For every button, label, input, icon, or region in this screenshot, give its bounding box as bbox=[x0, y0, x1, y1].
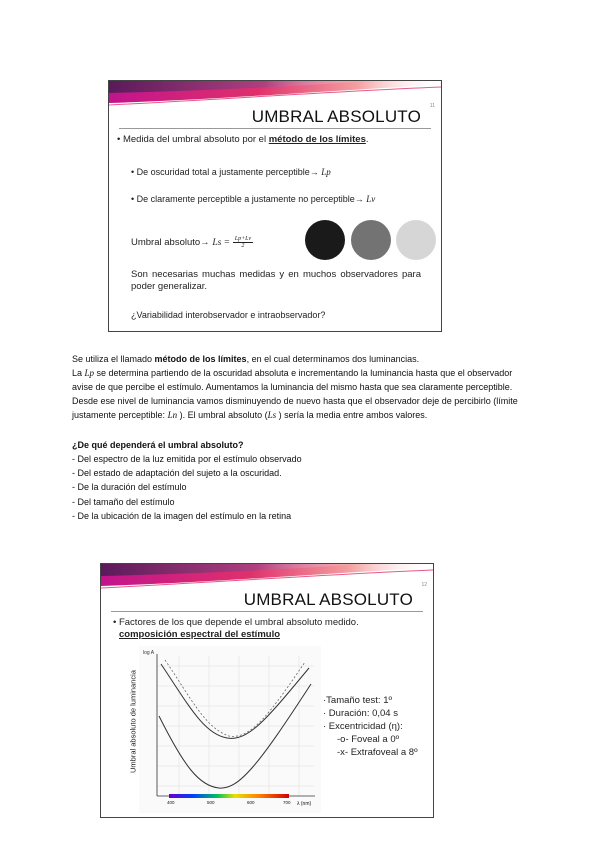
y-axis-top-label: log A bbox=[143, 650, 155, 656]
formula: Umbral absoluto→ Ls = $\frac{Lp+Lv}{2}$ bbox=[131, 236, 252, 249]
y-axis-label: Umbral absoluto de luminancia bbox=[128, 670, 138, 773]
question-heading: ¿De qué dependerá el umbral absoluto? bbox=[72, 440, 244, 450]
slide-number: 12 bbox=[421, 582, 427, 588]
x-axis-label: λ (nm) bbox=[297, 801, 312, 807]
slide-note: Son necesarias muchas medidas y en muchos observadores para poder generalizar. bbox=[131, 269, 421, 292]
slide-number: 11 bbox=[429, 103, 435, 109]
title-divider bbox=[111, 611, 423, 612]
list-item: - Del tamaño del estímulo bbox=[72, 496, 175, 507]
x-tick: 600 bbox=[247, 800, 255, 805]
slide-question: ¿Variabilidad interobservador e intraobservador? bbox=[131, 310, 326, 320]
factor-list bbox=[72, 452, 302, 523]
paragraph-method: Se utiliza el llamado método de los límites, en el cual determinamos dos luminancias. La Lp se determina partiendo de la oscuridad absoluta e incrementando la luminancia hasta que el observador avise de que percibe el estímulo. Aumentamos la luminancia del mismo hasta que sea claramente perceptible. Desde ese nivel de luminancia vamos disminuyendo de nuevo hasta que el observador deje de percibirlo (límite justamente perceptible: Ln ). El umbral absoluto (Ls ) sería la media entre ambos valores. bbox=[72, 354, 518, 420]
spectrum-bar bbox=[169, 794, 289, 798]
slide-intro: • Factores de los que depende el umbral absoluto medido. bbox=[113, 617, 359, 628]
circle-light-gray bbox=[396, 220, 436, 260]
bullet-lv: • De claramente perceptible a justamente no perceptible→ Lv bbox=[131, 194, 376, 204]
list-item: - Del espectro de la luz emitida por el estímulo observado bbox=[72, 454, 302, 464]
x-tick: 700 bbox=[283, 800, 291, 805]
title-divider bbox=[119, 128, 431, 129]
slide-intro: • Medida del umbral absoluto por el método de los límites. bbox=[117, 134, 369, 145]
spectral-threshold-graph bbox=[139, 646, 321, 813]
circle-gray bbox=[351, 220, 391, 260]
slide-title: UMBRAL ABSOLUTO bbox=[251, 107, 421, 126]
slide-title: UMBRAL ABSOLUTO bbox=[243, 590, 413, 609]
slide-1 bbox=[108, 80, 442, 332]
bullet-lp: • De oscuridad total a justamente perceptible→ Lp bbox=[131, 167, 331, 177]
list-item: - De la duración del estímulo bbox=[72, 482, 187, 493]
circle-black bbox=[305, 220, 345, 260]
list-item: - De la ubicación de la imagen del estímulo en la retina bbox=[72, 510, 292, 521]
x-tick: 400 bbox=[167, 800, 175, 805]
method-name: método de los límites bbox=[268, 134, 366, 145]
chart-info: ·Tamaño test: 1º · Duración: 0,04 s · Excentricidad (η): -o- Foveal a 0º -x- Extrafoveal a 8º bbox=[323, 695, 418, 758]
x-tick: 500 bbox=[207, 800, 215, 805]
slide-2 bbox=[100, 563, 434, 818]
list-item: - Del estado de adaptación del sujeto a la oscuridad. bbox=[72, 468, 282, 479]
slide-subtitle: composición espectral del estímulo bbox=[119, 629, 281, 640]
